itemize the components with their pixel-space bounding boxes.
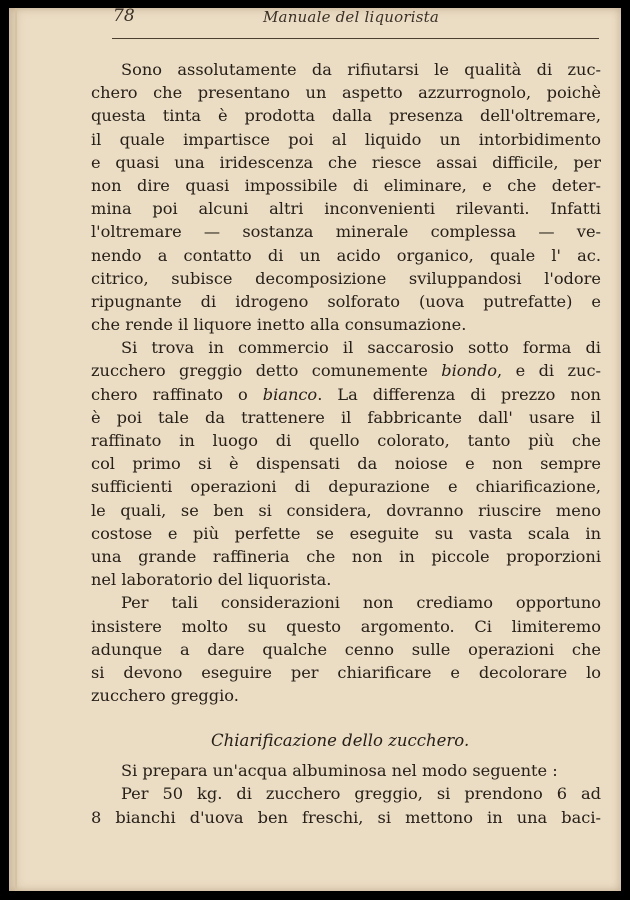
paragraph-5 [91,782,601,828]
text-line: non dire quasi impossibile di eliminare, e che deter- [91,175,601,195]
text-line: l'oltremare — sostanza minerale complessa — ve- [91,222,601,242]
text-line: 8 bianchi d'uova ben freschi, si mettono in una baci- [91,807,601,827]
text-line [91,359,601,382]
text-line: e quasi una iridescenza che riesce assai difficile, per [91,152,601,172]
text-line: che rende il liquore inetto alla consumazione. [91,315,467,335]
text-line: costose e più perfette se eseguite su vasta scala in [91,523,601,543]
text-line: raffinato in luogo di quello colorato, tanto più che [91,431,601,450]
text-line: col primo si è dispensati da noiose e non sempre [91,454,601,474]
header-rule [112,38,599,39]
page-gutter [15,8,17,891]
text-line: il quale impartisce poi al liquido un intorbidimento [91,129,601,149]
text-line: Si prepara un'acqua albuminosa nel modo seguente : [121,761,558,781]
paragraph-3 [91,591,601,707]
text-line [91,383,601,406]
text-line: ripugnante di idrogeno solforato (uova putrefatte) e [91,291,601,311]
paragraph-4 [91,759,601,782]
paragraph-2 [91,336,601,591]
page-number: 78 [113,8,135,26]
text-line: nendo a contatto di un acido organico, quale l' ac. [91,245,601,265]
running-title: Manuale del liquorista [263,8,439,26]
text-line: citrico, subisce decomposizione sviluppandosi l'odore [91,268,601,288]
text-line: Sono assolutamente da rifiutarsi le qualità di zuc- [121,60,601,79]
text-segment: zucchero greggio detto comunemente [91,361,442,381]
text-line: zucchero greggio. [91,686,239,706]
text-line: insistere molto su questo argomento. Ci limiteremo [91,616,601,636]
text-line: una grande raffineria che non in piccole proporzioni [91,546,601,566]
text-segment: , e di zuc- [497,361,601,381]
text-line: è poi tale da trattenere il fabbricante dall' usare il [91,407,601,427]
text-line: Per tali considerazioni non crediamo opportuno [121,593,601,613]
italic-term-biondo: biondo [441,361,498,381]
book-page [9,8,621,891]
text-line: chero che presentano un aspetto azzurrognolo, poichè [91,83,601,103]
text-line: mina poi alcuni altri inconvenienti rilevanti. Infatti [91,199,601,219]
text-line: si devono eseguire per chiarificare e decolorare lo [91,662,601,682]
text-segment: . La differenza di prezzo non [317,384,601,404]
text-line: le quali, se ben si considera, dovranno riuscire meno [91,500,601,520]
text-line: nel laboratorio del liquorista. [91,570,332,590]
text-segment: chero raffinato o [91,384,263,404]
page-header [9,8,621,34]
paragraph-1 [91,58,601,336]
text-line: adunque a dare qualche cenno sulle operazioni che [91,639,601,659]
body-text [91,58,601,829]
text-line: Per 50 kg. di zucchero greggio, si prendono 6 ad [121,784,601,804]
text-line: Si trova in commercio il saccarosio sotto forma di [121,338,601,358]
text-line: questa tinta è prodotta dalla presenza dell'oltremare, [91,106,601,126]
section-heading: Chiarificazione dello zucchero. [211,731,470,751]
italic-term-bianco: bianco [262,384,318,404]
text-line: sufficienti operazioni di depurazione e chiarificazione, [91,477,601,497]
